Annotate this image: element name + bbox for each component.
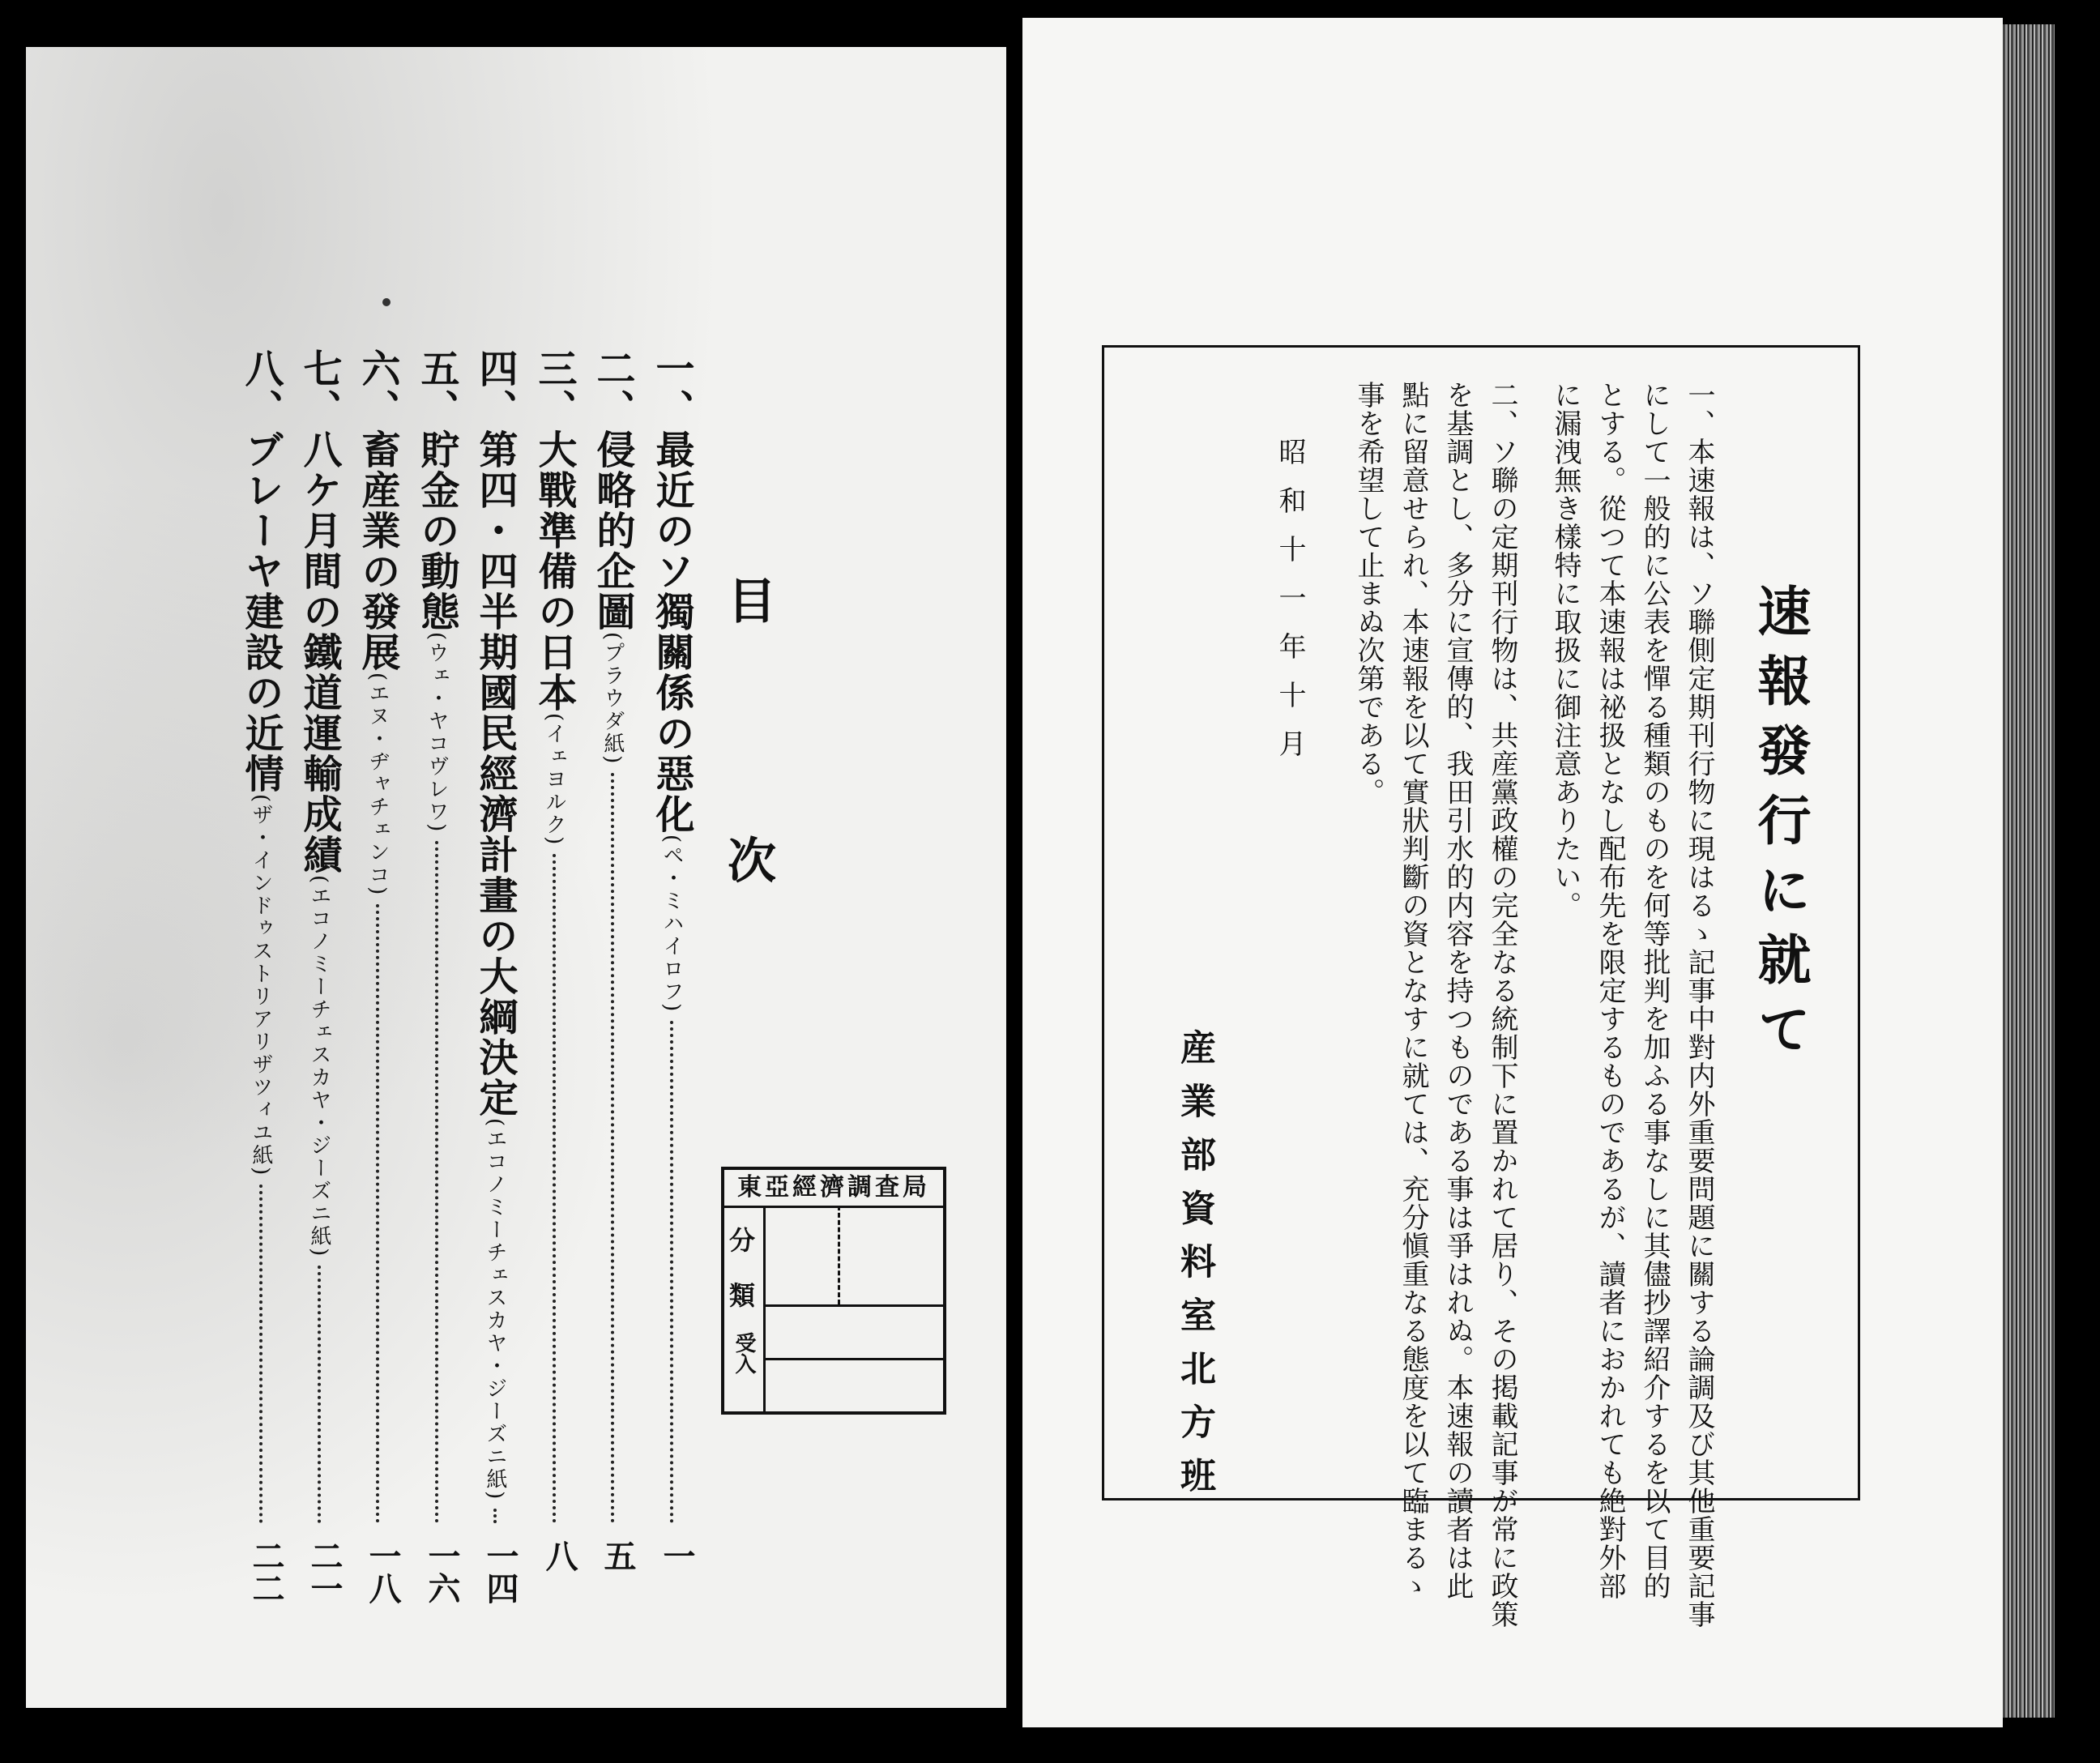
toc-entry-source: (ザ・インドゥストリアリザツィユ紙) [249,794,273,1177]
toc-entry-page: 二一 [305,1539,344,1604]
notice-date: 昭和十一年十月 [1274,438,1306,778]
toc-leader-dots [435,841,438,1523]
toc-entry-title: ブレーヤ建設の近情 [238,429,284,794]
page-edge [2003,24,2055,1718]
toc-entry-number: 三、 [531,348,577,429]
toc-entry-title: 第四・四半期國民經濟計畫の大綱決定 [472,429,518,1118]
toc-entry-source: (ウェ・ヤコヴレワ) [425,632,449,834]
toc-entry-title: 大戰準備の日本 [531,429,577,713]
publisher: 産業部資料室北方班 [1174,1029,1215,1510]
toc-entry-title: 最近のソ獨關係の惡化 [649,429,694,835]
notice-title: 速報發行に就て [1748,583,1812,1071]
toc-leader-dots [376,904,379,1523]
toc-entry-page: 一 [658,1539,696,1572]
notice-line: 事を希望して止まぬ次第である。 [1352,381,1385,806]
toc-entry [472,348,518,1547]
notice-line: 二、ソ聯の定期刊行物は、共産黨政權の完全なる統制下に置かれて居り、その掲載記事が常に政策 [1486,381,1518,1629]
toc-leader-dots [318,1266,321,1523]
toc-entry-title: 侵略的企圖 [590,429,635,632]
toc-entry-source: (エコノミーチェスカヤ・ジーズニ紙) [307,875,331,1258]
toc-entry-source: (エコノミーチェスカヤ・ジーズニ紙) [483,1118,507,1501]
toc-entry-page: 五 [599,1539,637,1572]
toc-leader-dots [259,1185,262,1523]
stamp-label-category: 類 [729,1280,756,1311]
toc-leader-dots [611,773,614,1523]
stamp-column-divider [838,1206,840,1304]
toc-heading: 目 次 [719,575,776,981]
notice-line: を基調とし、多分に宣傳的、我田引水的内容を持つものである事は爭はれぬ。本速報の讀者は此 [1441,381,1474,1600]
toc-entry-number: 二、 [590,348,635,429]
toc-entry-page: 一四 [481,1539,519,1604]
toc-entry-source: (イェヨルク) [542,713,566,847]
toc-entry-number: 一、 [649,348,694,429]
toc-entry-page: 一六 [423,1539,461,1604]
toc-entry-source: (プラウダ紙) [600,632,625,766]
stamp-row-divider [763,1358,943,1360]
toc-entry-number: 四、 [472,348,518,429]
notice-line: とする。從つて本速報は祕扱となし配布先を限定するものであるが、讀者におかれても絶對外部 [1594,381,1626,1600]
toc-leader-dots [670,1021,673,1523]
toc-entry-source: (ペ・ミハイロフ) [659,835,684,1014]
toc-leader-dots [493,1509,497,1523]
toc-entry-title: 貯金の動態 [414,429,459,632]
stamp-label-classification: 分 [729,1225,756,1256]
speck [382,298,391,306]
toc-entry-page: 八 [540,1539,578,1572]
toc-entry-title: 畜産業の發展 [355,429,400,672]
toc-leader-dots [553,854,556,1523]
toc-entry-number: 八、 [238,348,284,429]
stamp-label-received: 受入 [732,1332,756,1374]
toc-entry-number: 六、 [355,348,400,429]
library-stamp [721,1167,946,1415]
notice-line: 點に留意せられ、本速報を以て實狀判斷の資となすに就ては、充分愼重なる態度を以て臨まるゝ [1397,381,1429,1600]
stamp-row-divider [763,1304,943,1307]
toc-entry-source: (エヌ・ヂャチェンコ) [365,672,390,897]
notice-line: にして一般的に公表を憚る種類のものを何等批判を加ふる事なしに其儘抄譯紹介するを以て目的 [1638,381,1671,1600]
toc-entry-page: 一八 [364,1539,402,1604]
notice-line: 一、本速報は、ソ聯側定期刊行物に現はるゝ記事中對内外重要問題に關する論調及び其他重要記事 [1683,381,1715,1629]
toc-entry-title: 八ケ月間の鐵道運輸成績 [297,429,342,875]
toc-entry-number: 五、 [414,348,459,429]
toc-entry-number: 七、 [297,348,342,429]
toc-entry-page: 二二 [247,1539,285,1604]
notice-line: に漏洩無き樣特に取扱に御注意ありたい。 [1549,381,1581,920]
stamp-header: 東亞經濟調査局 [724,1170,943,1208]
